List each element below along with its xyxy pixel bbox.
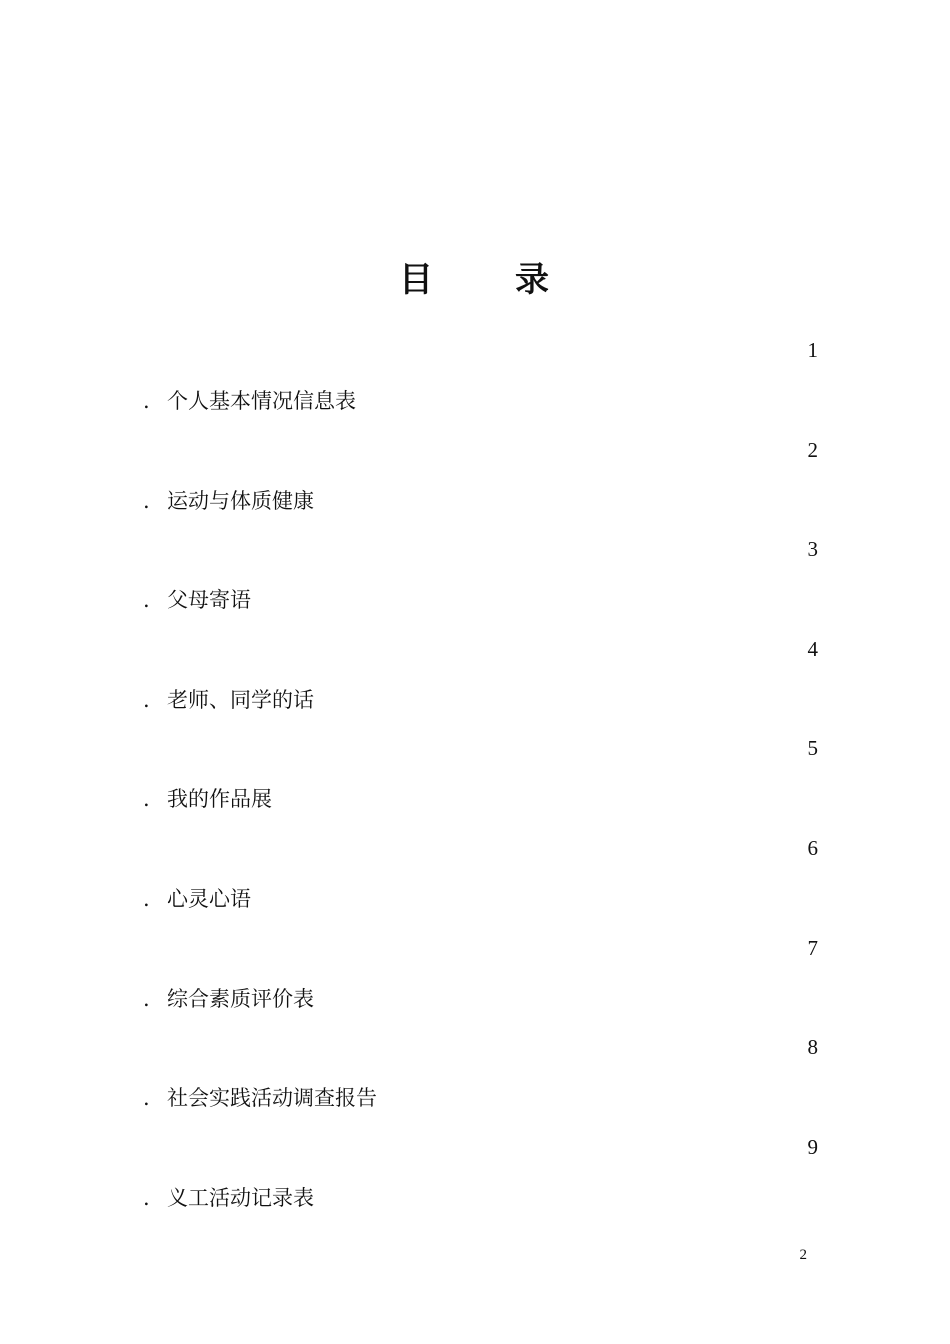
toc-dot: . xyxy=(143,389,150,413)
toc-number: 9 xyxy=(807,1134,818,1159)
toc-line xyxy=(143,783,272,813)
toc-dot: . xyxy=(143,1185,150,1210)
toc-dot: . xyxy=(143,787,150,812)
toc-number: 7 xyxy=(807,935,818,960)
toc-entry[interactable] xyxy=(0,830,950,930)
toc-label[interactable]: 运动与体质健康 xyxy=(167,488,314,513)
toc-dot: . xyxy=(143,588,150,613)
toc-label[interactable]: 义工活动记录表 xyxy=(167,1185,314,1210)
toc-number: 4 xyxy=(807,636,818,661)
toc-line xyxy=(143,684,314,714)
table-of-contents xyxy=(0,332,950,1228)
toc-number: 1 xyxy=(807,338,818,362)
footer-page-number: 2 xyxy=(799,1247,807,1263)
toc-entry[interactable] xyxy=(0,1029,950,1129)
toc-dot: . xyxy=(143,488,150,513)
toc-line xyxy=(143,1182,314,1212)
toc-line xyxy=(143,1082,377,1112)
toc-number: 3 xyxy=(807,537,818,562)
title-char-2: 录 xyxy=(515,260,551,300)
toc-label[interactable]: 心灵心语 xyxy=(167,886,251,911)
toc-label[interactable]: 我的作品展 xyxy=(167,787,272,812)
toc-entry[interactable] xyxy=(0,930,950,1030)
toc-number: 6 xyxy=(807,835,818,860)
toc-dot: . xyxy=(143,886,150,911)
title-char-1: 目 xyxy=(399,260,435,300)
toc-dot: . xyxy=(143,986,150,1011)
toc-dot: . xyxy=(143,1086,150,1111)
toc-number: 5 xyxy=(807,736,818,761)
toc-dot: . xyxy=(143,687,150,712)
toc-line xyxy=(143,883,251,913)
toc-number: 2 xyxy=(807,437,818,462)
toc-entry[interactable] xyxy=(0,631,950,731)
toc-entry[interactable] xyxy=(0,531,950,631)
toc-line xyxy=(143,584,251,614)
toc-entry[interactable] xyxy=(0,730,950,830)
toc-entry[interactable] xyxy=(0,432,950,532)
toc-label[interactable]: 老师、同学的话 xyxy=(167,687,314,712)
toc-label[interactable]: 个人基本情况信息表 xyxy=(167,389,356,413)
toc-line xyxy=(143,485,314,515)
toc-label[interactable]: 父母寄语 xyxy=(167,588,251,613)
toc-label[interactable]: 社会实践活动调查报告 xyxy=(167,1086,377,1111)
toc-entry[interactable] xyxy=(0,332,950,432)
toc-line xyxy=(143,983,314,1013)
toc-entry[interactable] xyxy=(0,1129,950,1229)
toc-line xyxy=(143,385,356,415)
toc-number: 8 xyxy=(807,1035,818,1060)
page-title xyxy=(0,252,950,301)
toc-label[interactable]: 综合素质评价表 xyxy=(167,986,314,1011)
